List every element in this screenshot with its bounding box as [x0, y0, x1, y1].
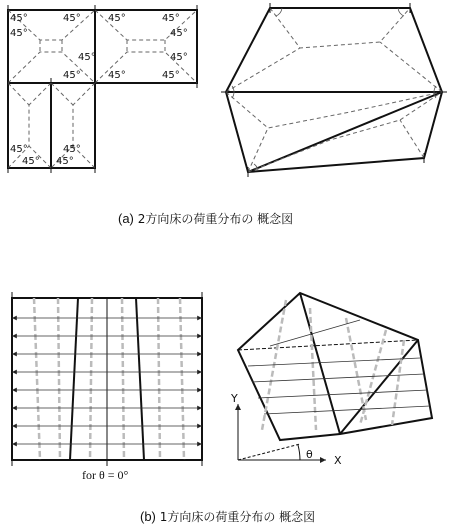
angle-label: 45°: [162, 13, 180, 24]
slab-outline: [8, 10, 197, 168]
caption-a: [118, 210, 293, 227]
angle-label: 45°: [63, 144, 81, 155]
center-beam: [238, 340, 418, 350]
angle-label: 45°: [78, 52, 96, 63]
rotated-axis: [238, 444, 300, 460]
load-strips: [34, 298, 184, 460]
caption-b: [140, 508, 315, 525]
support-ticks: [8, 5, 197, 173]
support-ticks: [221, 3, 447, 177]
slab-outline: [226, 8, 442, 172]
angle-label: 45°: [170, 52, 188, 63]
one-way-slab-rotated: [238, 293, 432, 460]
angle-label: 45°: [56, 156, 74, 167]
beam-line: [248, 92, 442, 172]
caption-a-letter: (a): [118, 211, 134, 226]
angle-label: 45°: [63, 13, 81, 24]
caption-b-letter: (b): [140, 509, 156, 524]
angle-arcs: [232, 8, 436, 170]
angle-label: 45°: [63, 70, 81, 81]
caption-a-text: 2方向床の荷重分布の 概念図: [137, 212, 294, 226]
girder-line: [136, 298, 144, 460]
angle-labels: [10, 13, 188, 167]
angle-label: 45°: [108, 13, 126, 24]
axis-y-label: Y: [231, 392, 238, 405]
two-way-slab-l-plan: [8, 5, 197, 173]
yield-lines: [8, 10, 197, 168]
caption-b-text: 1方向床の荷重分布の 概念図: [159, 510, 316, 524]
axis-x-label: X: [334, 454, 342, 467]
girder-line: [70, 298, 78, 460]
coordinate-axes: [238, 404, 326, 460]
angle-label: 45°: [162, 70, 180, 81]
beam-line: [340, 340, 418, 434]
theta-arc: [298, 445, 300, 460]
two-way-slab-hexagon: [221, 3, 447, 177]
one-way-slab-plan: [12, 292, 202, 466]
angle-label: 45°: [10, 13, 28, 24]
theta-note: for θ = 0°: [82, 468, 129, 482]
yield-lines: [226, 8, 442, 172]
angle-label: 45°: [10, 144, 28, 155]
angle-label: 45°: [10, 28, 28, 39]
axis-theta-label: θ: [306, 448, 313, 461]
angle-label: 45°: [108, 70, 126, 81]
angle-label: 45°: [170, 28, 188, 39]
angle-label: 45°: [22, 156, 40, 167]
